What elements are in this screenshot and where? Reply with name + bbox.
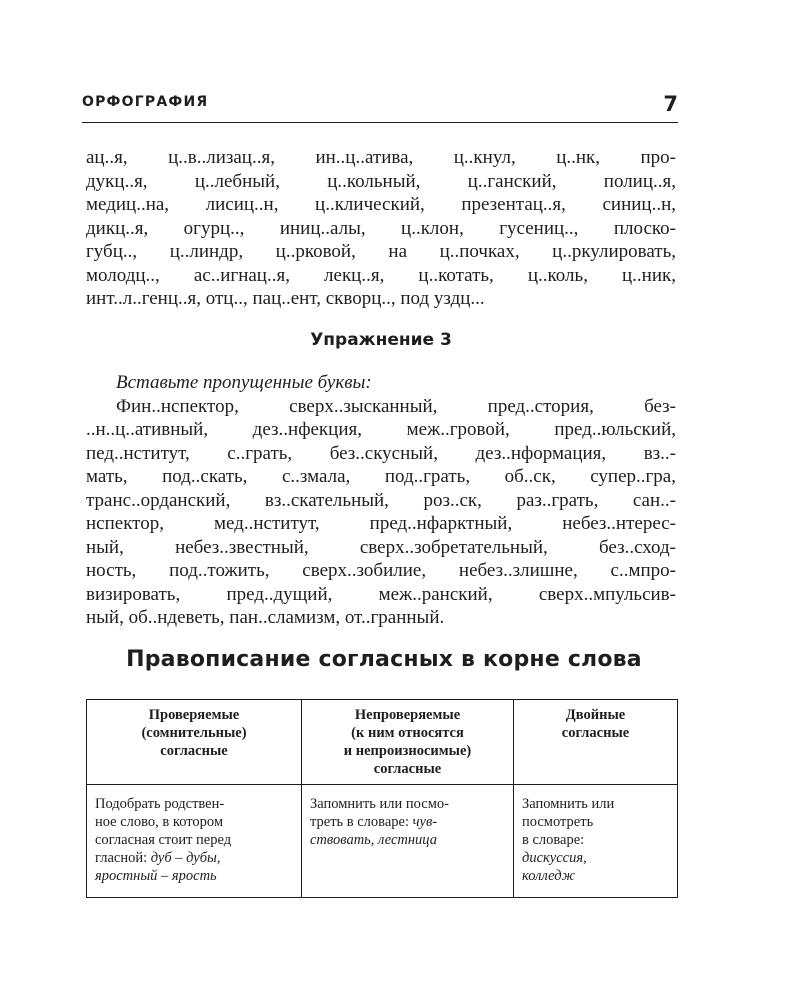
cell-line [310,813,505,831]
example-text: дуб – дубы, [150,850,221,866]
cell-line: Подобрать родствен- [95,796,225,812]
example-text: колледж [522,868,576,884]
section-title: Правописание согласных в корне слова [126,647,642,672]
cell-text: гласной: [95,850,148,866]
cell-line: Запомнить или [522,796,615,812]
example-text: ствовать, лестница [310,832,437,848]
header-line: (сомнительные) [141,725,247,741]
header-line: согласные [160,743,228,759]
text-line: пед..нститут, с..грать, без..скусный, дез..нформация, вз..- [86,442,676,464]
header-divider [82,122,678,123]
text-line: медиц..на, лисиц..н, ц..клический, презентац..я, синиц..н, [86,194,676,215]
table-header-cell [302,700,514,785]
table-cell [514,785,678,898]
cell-line: посмотреть [522,814,594,830]
previous-exercise-text [86,146,676,311]
text-line: ность, под..тожить, сверх..зобилие, небез..злишне, с..мпро- [86,560,676,581]
header-line: согласные [561,725,630,741]
example-text: дискуссия, [522,850,587,866]
text-line: ный, об..ндеветь, пан..сламизм, от..гранный. [86,607,445,628]
header-line: Проверяемые [148,707,240,723]
example-text: чув- [412,814,438,830]
example-text: яростный – ярость [95,868,217,884]
table-header-cell [87,700,302,785]
cell-line: в словаре: [522,832,585,848]
text-line: нспектор, мед..нститут, пред..нфарктный, небез..нтерес- [86,513,676,534]
cell-line [522,867,669,885]
text-line: дукц..я, ц..лебный, ц..кольный, ц..ганский, полиц..я, [86,170,676,192]
cell-line: ное слово, в котором [95,814,224,830]
header-line: согласные [373,761,442,777]
header-line: и непроизносимые) [343,743,472,759]
cell-line [522,849,669,867]
text-line: ..н..ц..ативный, дез..нфекция, меж..гровой, пред..юльский, [86,419,676,440]
table-header-row [87,700,678,785]
text-line: ный, небез..звестный, сверх..зобретательный, без..сход- [86,536,676,558]
exercise-instruction: Вставьте пропущенные буквы: [116,372,372,393]
cell-line: Запомнить или посмо- [310,796,449,812]
text-line: губц.., ц..линдр, ц..рковой, на ц..почках, ц..ркулировать, [86,241,676,262]
text-line: мать, под..скать, с..змала, под..грать, об..ск, супер..гра, [86,466,676,487]
cell-line [95,849,293,867]
header-line: Двойные [565,707,626,723]
running-title: ОРФОГРАФИЯ [82,94,209,110]
cell-line [310,831,505,849]
table-cell [302,785,514,898]
header-line: Непроверяемые [354,707,461,723]
text-line: визировать, пред..дущий, меж..ранский, сверх..мпульсив- [86,583,676,605]
text-line: инт..л..генц..я, отц.., пац..ент, скворц.., под уздц... [86,288,485,309]
text-line: молодц.., ас..игнац..я, лекц..я, ц..котать, ц..коль, ц..ник, [86,264,676,286]
table-cell [87,785,302,898]
cell-line [95,867,293,885]
text-line: транс..орданский, вз..скательный, роз..ск, раз..грать, сан..- [86,489,676,511]
header-line: (к ним относятся [351,725,464,741]
text-line: ац..я, ц..в..лизац..я, ин..ц..атива, ц..кнул, ц..нк, про- [86,147,676,168]
consonant-rules-table [86,699,678,898]
page-number: 7 [663,92,678,116]
text-line: Фин..нспектор, сверх..зысканный, пред..стория, без- [116,395,676,417]
table-row [87,785,678,898]
text-line: дикц..я, огурц.., иниц..алы, ц..клон, гусениц.., плоско- [86,217,676,239]
exercise-title: Упражнение 3 [310,330,452,350]
table-header-cell [514,700,678,785]
cell-text: треть в словаре: [310,814,409,830]
exercise-3-text [86,371,676,630]
cell-line: согласная стоит перед [95,832,232,848]
